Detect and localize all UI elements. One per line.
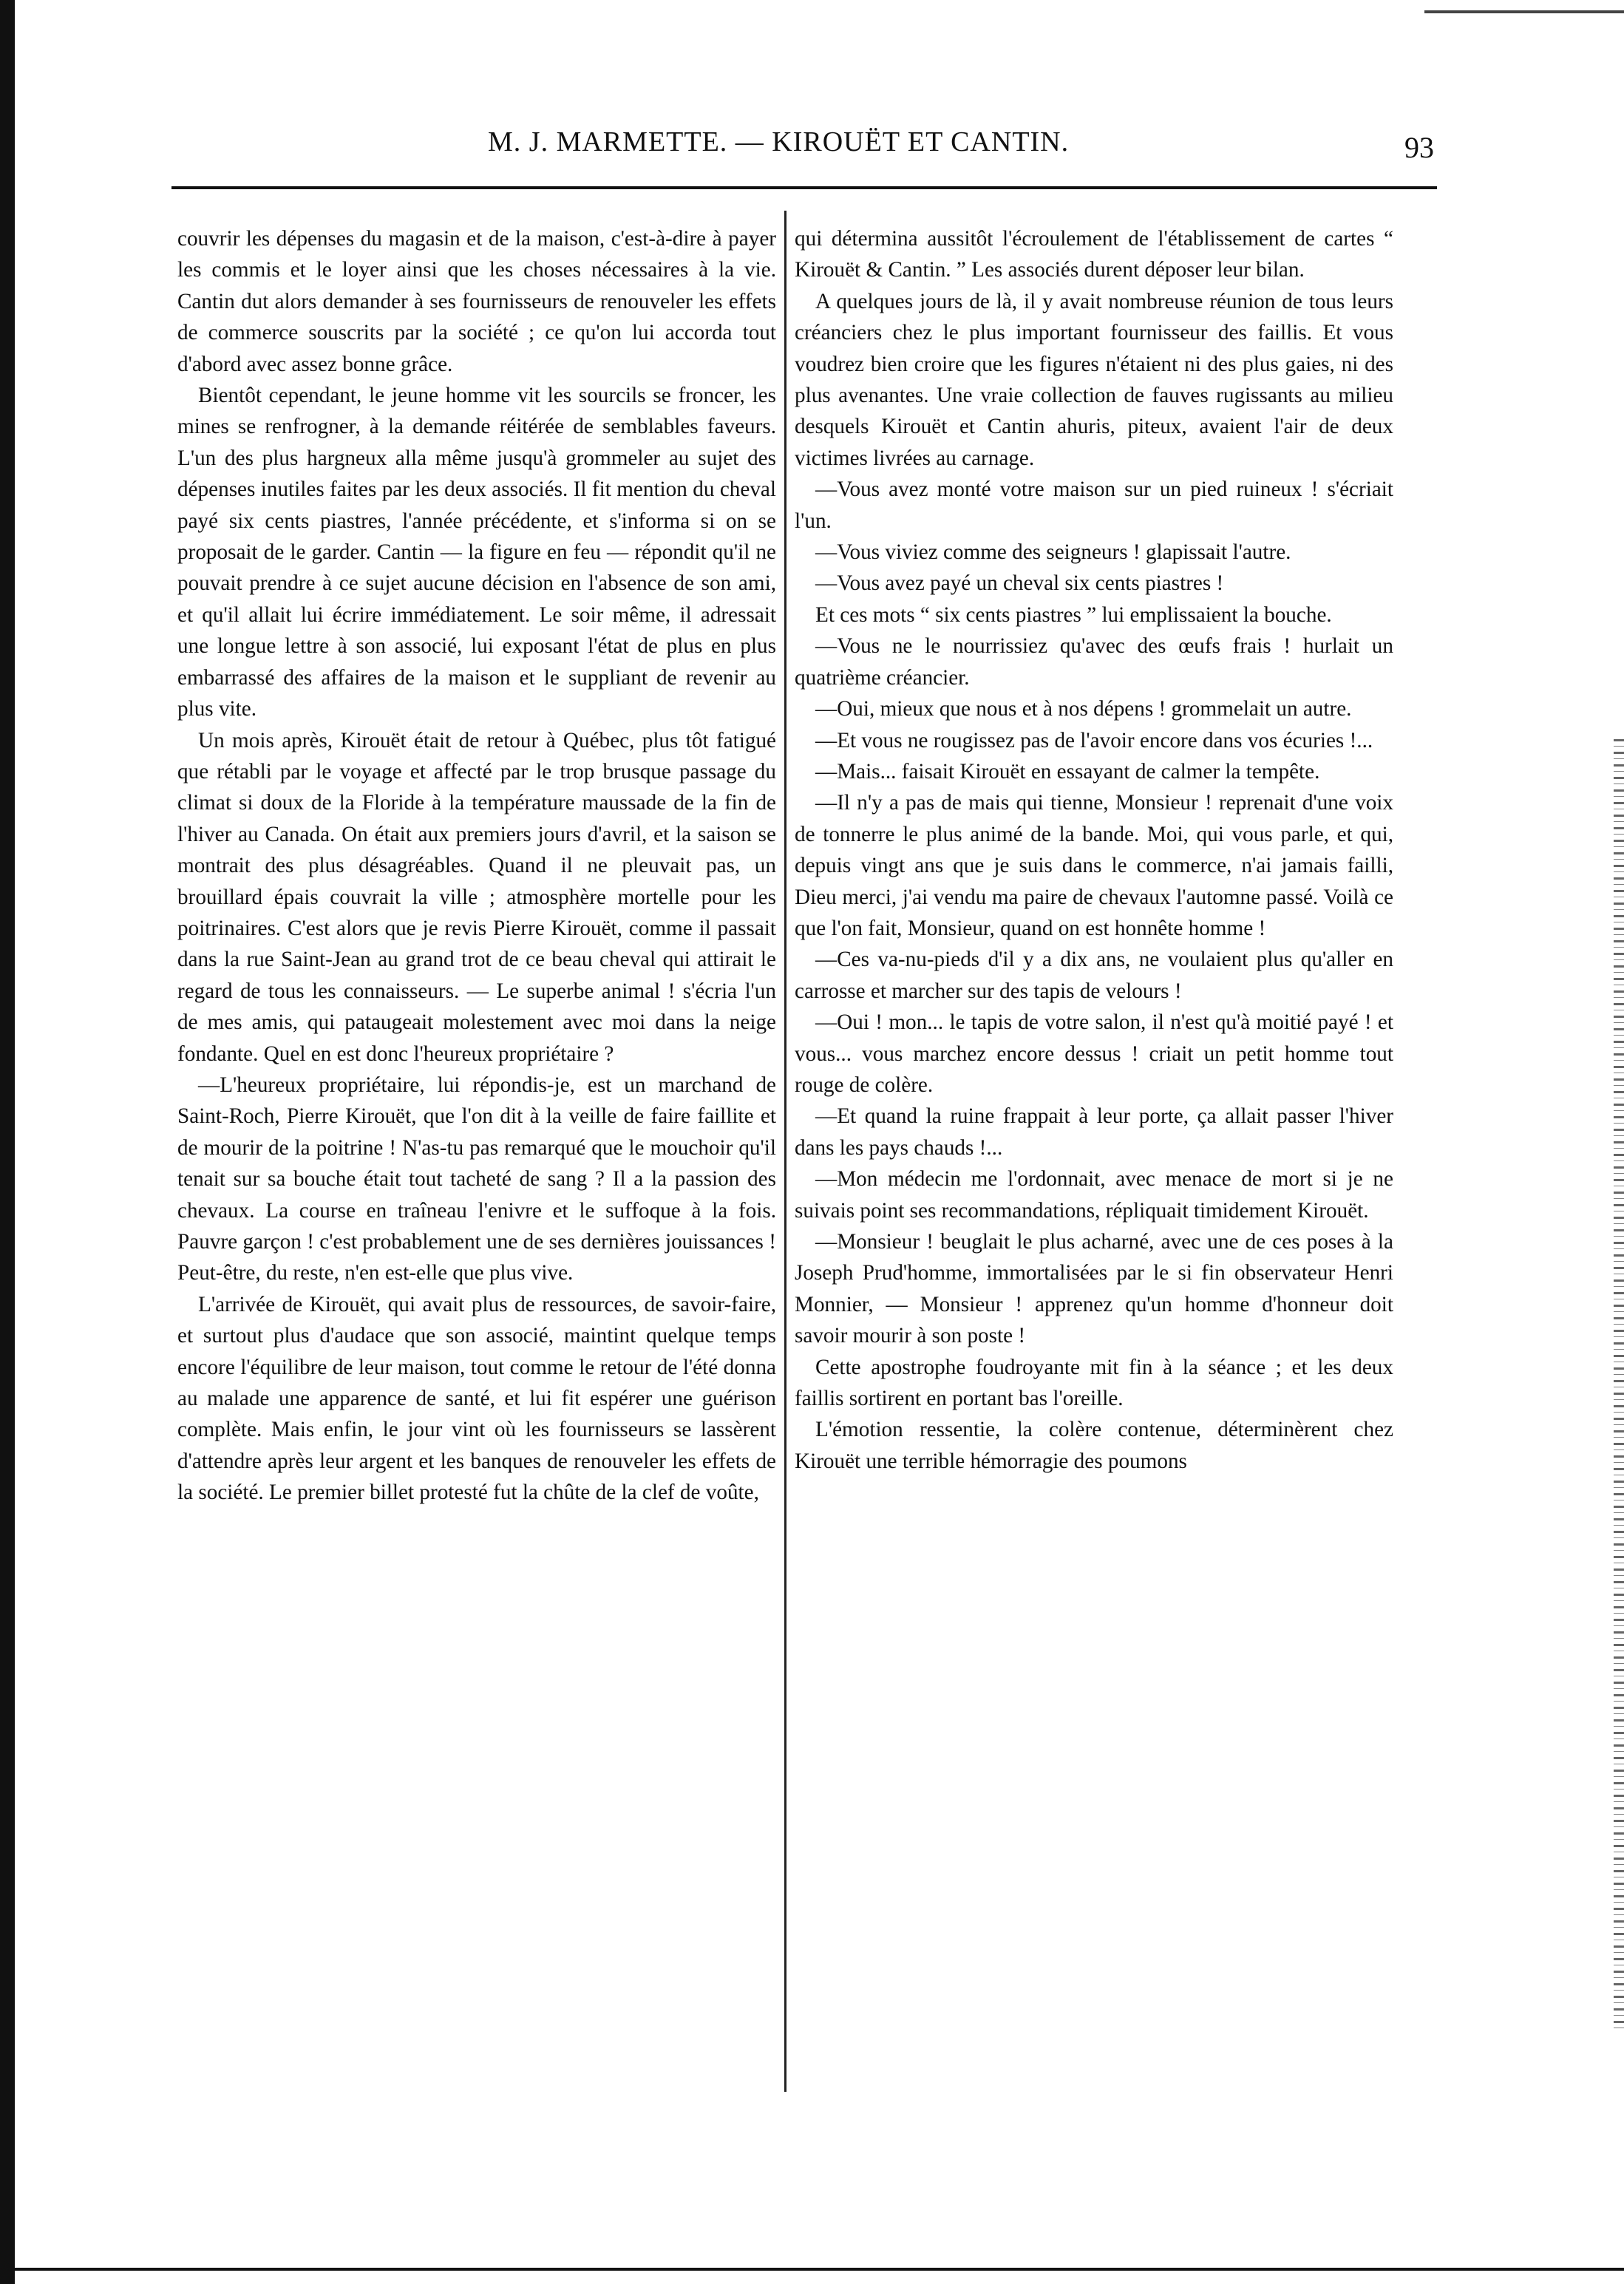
paragraph: qui détermina aussitôt l'écroulement de l'établissement de cartes “ Kirouët & Cantin. ” Les associés durent déposer leur bilan.: [795, 227, 1393, 282]
paragraph: —Vous avez monté votre maison sur un pied ruineux ! s'écriait l'un.: [795, 477, 1393, 533]
paragraph: —L'heureux propriétaire, lui répondis-je, est un marchand de Saint-Roch, Pierre Kirouët, que l'on dit à la veille de faire faillite et de mourir de la poitrine ! N'as-tu pas remarqué que le mouchoir qu'il tenait sur sa bouche était tout tacheté de sang ? Il a la passion des chevaux. La course en traîneau l'enivre et le suffoque à la fois. Pauvre garçon ! c'est probablement une de ses dernières jouissances ! Peut-être, du reste, n'en est-elle que plus vive.: [177, 1073, 776, 1285]
header-rule: [171, 186, 1437, 189]
paragraph: —Et quand la ruine frappait à leur porte, ça allait passer l'hiver dans les pays chauds !...: [795, 1104, 1393, 1160]
running-header: [0, 126, 1624, 170]
paragraph: Bientôt cependant, le jeune homme vit les sourcils se froncer, les mines se renfrogner, à la demande réitérée de semblables faveurs. L'un des plus hargneux alla même jusqu'à grommeler au sujet des dépenses inutiles faites par les deux associés. Il fit mention du cheval payé six cents piastres, l'année précédente, et s'informa si on se proposait de le garder. Cantin — la figure en feu — répondit qu'il ne pouvait prendre à ce sujet aucune décision en l'absence de son ami, et qu'il allait lui écrire immédiatement. Le soir même, il adressait une longue lettre à son associé, lui exposant l'état de plus en plus embarrassé des affaires de la maison et le suppliant de revenir au plus vite.: [177, 384, 776, 721]
paragraph: —Mon médecin me l'ordonnait, avec menace de mort si je ne suivais point ses recommandations, répliquait timidement Kirouët.: [795, 1167, 1393, 1223]
page-bottom-border: [0, 2268, 1624, 2271]
paragraph: —Vous viviez comme des seigneurs ! glapissait l'autre.: [815, 540, 1291, 565]
paragraph: —Ces va-nu-pieds d'il y a dix ans, ne voulaient plus qu'aller en carrosse et marcher sur des tapis de velours !: [795, 948, 1393, 1003]
page-number: 93: [1404, 131, 1434, 164]
page-left-border: [0, 0, 15, 2284]
paragraph: —Monsieur ! beuglait le plus acharné, avec une de ces poses à la Joseph Prud'homme, immortalisées par le si fin observateur Henri Monnier, — Monsieur ! apprenez qu'un homme d'honneur doit savoir mourir à son poste !: [795, 1230, 1393, 1348]
paragraph: —Oui ! mon... le tapis de votre salon, il n'est qu'à moitié payé ! et vous... vous marchez encore dessus ! criait un petit homme tout rouge de colère.: [795, 1010, 1393, 1097]
paragraph: —Vous ne le nourrissiez qu'avec des œufs frais ! hurlait un quatrième créancier.: [795, 634, 1393, 690]
paragraph: —Vous avez payé un cheval six cents piastres !: [815, 571, 1224, 596]
paragraph: L'émotion ressentie, la colère contenue, déterminèrent chez Kirouët une terrible hémorragie des poumons: [795, 1418, 1393, 1473]
paragraph: Cette apostrophe foudroyante mit fin à la séance ; et les deux faillis sortirent en portant bas l'oreille.: [795, 1355, 1393, 1411]
paragraph: couvrir les dépenses du magasin et de la maison, c'est-à-dire à payer les commis et le loyer ainsi que les choses nécessaires à la vie. Cantin dut alors demander à ses fournisseurs de renouveler les effets de commerce souscrits par la société ; ce qu'on lui accorda tout d'abord avec assez bonne grâce.: [177, 227, 776, 376]
paragraph: —Mais... faisait Kirouët en essayant de calmer la tempête.: [815, 759, 1320, 784]
running-title: M. J. MARMETTE. — KIROUËT ET CANTIN.: [488, 126, 1070, 157]
scan-edge-noise: [1614, 739, 1624, 2033]
right-column: [795, 223, 1393, 1477]
paragraph: L'arrivée de Kirouët, qui avait plus de ressources, de savoir-faire, et surtout plus d'audace que son associé, maintint quelque temps encore l'équilibre de leur maison, tout comme le retour de l'été donna au malade une apparence de santé, et lui fit espérer une guérison complète. Mais enfin, le jour vint où les fournisseurs se lassèrent d'attendre après leur argent et les banques de renouveler les effets de la société. Le premier billet protesté fut la chûte de la clef de voûte,: [177, 1292, 776, 1505]
paragraph: —Il n'y a pas de mais qui tienne, Monsieur ! reprenait d'une voix de tonnerre le plus animé de la bande. Moi, qui vous parle, et qui, depuis vingt ans que je suis dans le commerce, n'ai jamais failli, Dieu merci, j'ai vendu ma paire de chevaux l'automne passé. Voilà ce que l'on fait, Monsieur, quand on est honnête homme !: [795, 791, 1393, 940]
left-column: [177, 223, 776, 1509]
column-divider: [784, 211, 786, 2092]
paragraph: A quelques jours de là, il y avait nombreuse réunion de tous leurs créanciers chez le plus important fournisseur des faillis. Et vous voudrez bien croire que les figures n'étaient ni des plus gaies, ni des plus avenantes. Une vraie collection de fauves rugissants au milieu desquels Kirouët et Cantin ahuris, piteux, avaient l'air de deux victimes livrées au carnage.: [795, 289, 1393, 470]
paragraph: —Et vous ne rougissez pas de l'avoir encore dans vos écuries !...: [815, 728, 1373, 752]
paragraph: Un mois après, Kirouët était de retour à Québec, plus tôt fatigué que rétabli par le voyage et affecté par le trop brusque passage du climat si doux de la Floride à la température maussade de la fin de l'hiver au Canada. On était aux premiers jours d'avril, et la saison se montrait des plus désagréables. Quand il ne pleuvait pas, un brouillard épais couvrait la ville ; atmosphère mortelle pour les poitrinaires. C'est alors que je revis Pierre Kirouët, comme il passait dans la rue Saint-Jean au grand trot de ce beau cheval qui attirait le regard de tous les connaisseurs. — Le superbe animal ! s'écria l'un de mes amis, qui pataugeait molestement avec moi dans la neige fondante. Quel en est donc l'heureux propriétaire ?: [177, 728, 776, 1066]
top-right-rule: [1424, 10, 1624, 13]
paragraph: —Oui, mieux que nous et à nos dépens ! grommelait un autre.: [815, 697, 1352, 721]
paragraph: Et ces mots “ six cents piastres ” lui emplissaient la bouche.: [815, 602, 1332, 627]
